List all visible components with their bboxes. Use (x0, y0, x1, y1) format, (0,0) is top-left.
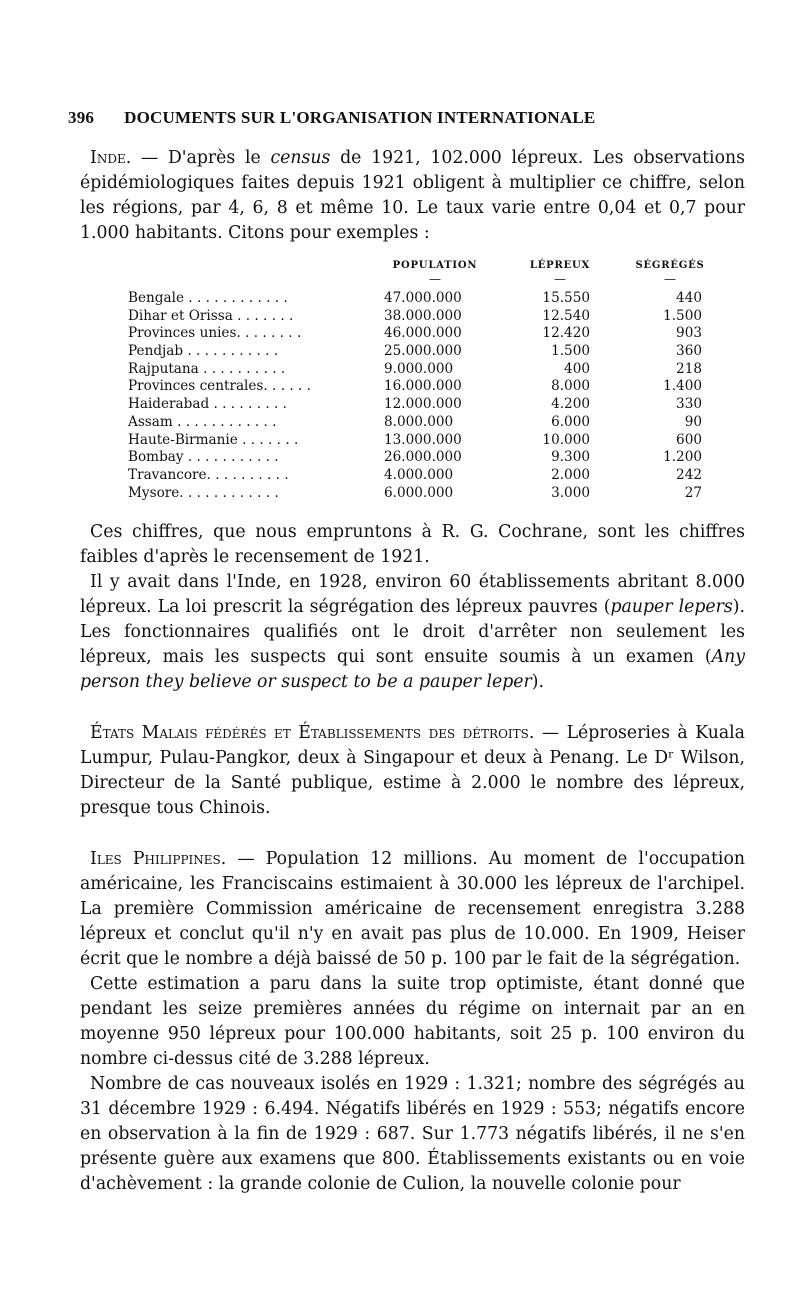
region-name: Dihar et Orissa . . . . . . . (128, 307, 294, 324)
malais-paragraph (80, 721, 745, 821)
pauper-lepers-term: pauper lepers (610, 597, 733, 617)
population-cell: 13.000.000 (384, 431, 462, 448)
etablissements-text-b: ). Les fonctionnaires qualifiés ont le droit d'arrêter non seulement les lépreux, mais les suspects qui sont ensuite soumis à un examen ( (80, 597, 745, 667)
table-row (128, 343, 728, 361)
malais-text: — Léproseries à Kuala Lumpur, Pulau-Pangkor, deux à Singapour et deux à Penang. Le Dʳ Wilson, Directeur de la Santé publique, estime à 2.000 le nombre des lépreux, presque tous Chinois. (80, 723, 745, 818)
page-number: 396 (68, 108, 95, 127)
segreges-cell: 1.200 (663, 449, 702, 466)
population-cell: 6.000.000 (384, 484, 454, 501)
column-dash-segreges: — (664, 272, 676, 286)
population-cell: 46.000.000 (384, 325, 462, 342)
inde-text-b: de 1921, 102.000 lépreux. Les observations épidémiologiques faites depuis 1921 obligent à multiplier ce chiffre, selon les régions, par 4, 6, 8 et même 10. Le taux varie entre 0,04 et 0,7 pour 1.000 habitants. Citons pour exemples : (80, 148, 745, 243)
column-dash-population: — (429, 272, 441, 286)
running-title: DOCUMENTS SUR L'ORGANISATION INTERNATIONALE (124, 108, 596, 127)
column-header-lepreux: LÉPREUX (529, 260, 591, 271)
segreges-cell: 903 (676, 325, 702, 342)
region-name: Provinces centrales. . . . . . (128, 378, 311, 395)
etablissements-text-a: Il y avait dans l'Inde, en 1928, environ 60 établissements abritant 8.000 lépreux. La loi prescrit la ségrégation des lépreux pauvres ( (80, 572, 745, 617)
lepreux-cell: 2.000 (551, 466, 590, 483)
cochrane-paragraph: Ces chiffres, que nous empruntons à R. G. Cochrane, sont les chiffres faibles d'après le recensement de 1921. (80, 522, 745, 567)
table-row (128, 485, 728, 503)
table-row (128, 378, 728, 396)
table-row (128, 467, 728, 485)
lepreux-cell: 9.300 (551, 449, 590, 466)
table-rows (128, 290, 728, 502)
table-row (128, 308, 728, 326)
column-header-population: POPULATION (392, 260, 478, 271)
segreges-cell: 218 (676, 360, 702, 377)
lepreux-cell: 6.000 (551, 413, 590, 430)
table-row (128, 449, 728, 467)
leprosy-table (80, 256, 745, 512)
table-row (128, 325, 728, 343)
philippines-paragraph-1 (80, 847, 745, 972)
population-cell: 25.000.000 (384, 343, 462, 360)
lepreux-cell: 4.200 (551, 396, 590, 413)
section-gap (80, 695, 745, 721)
segreges-cell: 600 (676, 431, 702, 448)
inde-text-a: — D'après le (131, 148, 271, 168)
column-header-segreges: SÉGRÉGÉS (635, 260, 705, 271)
lepreux-cell: 3.000 (551, 484, 590, 501)
population-cell: 12.000.000 (384, 396, 462, 413)
population-cell: 47.000.000 (384, 290, 462, 306)
etablissements-paragraph (80, 570, 745, 695)
table-row (128, 432, 728, 450)
page (68, 108, 745, 1197)
philippines-text-1: — Population 12 millions. Au moment de l'occupation américaine, les Franciscains estimaient à 30.000 les lépreux de l'archipel. La première Commission américaine de recensement enregistra 3.288 lépreux et conclut qu'il n'y en avait pas plus de 10.000. En 1909, Heiser écrit que le nombre a déjà baissé de 50 p. 100 par le fait de la ségrégation. (80, 849, 745, 969)
segreges-cell: 330 (676, 396, 702, 413)
segreges-cell: 242 (676, 466, 702, 483)
section-lead-malais: États Malais fédérés et Établissements des détroits. (90, 723, 535, 743)
table-row (128, 290, 728, 308)
segreges-cell: 440 (676, 290, 702, 306)
lepreux-cell: 12.540 (542, 307, 590, 324)
population-cell: 9.000.000 (384, 360, 454, 377)
lepreux-cell: 400 (564, 360, 590, 377)
segreges-cell: 27 (684, 484, 702, 501)
running-header (68, 108, 745, 128)
segreges-cell: 90 (684, 413, 702, 430)
region-name: Travancore. . . . . . . . . . (128, 466, 289, 483)
segreges-cell: 1.500 (663, 307, 702, 324)
region-name: Mysore. . . . . . . . . . . . (128, 484, 279, 501)
inde-paragraph (80, 146, 745, 246)
section-gap (80, 821, 745, 847)
lepreux-cell: 1.500 (551, 343, 590, 360)
lepreux-cell: 12.420 (542, 325, 590, 342)
column-dash-lepreux: — (554, 272, 566, 286)
region-name: Haute-Birmanie . . . . . . . (128, 431, 299, 448)
table-row (128, 414, 728, 432)
lepreux-cell: 10.000 (542, 431, 590, 448)
region-name: Haiderabad . . . . . . . . . (128, 396, 287, 413)
region-name: Provinces unies. . . . . . . . (128, 325, 302, 342)
lepreux-cell: 15.550 (542, 290, 590, 306)
section-lead-philippines: Iles Philippines. (90, 849, 227, 869)
population-cell: 38.000.000 (384, 307, 462, 324)
philippines-paragraph-2: Cette estimation a paru dans la suite trop optimiste, étant donné que pendant les seize premières années du régime on internait par an en moyenne 950 lépreux pour 100.000 habitants, soit 25 p. 100 environ du nombre ci-dessus cité de 3.288 lépreux. (80, 974, 745, 1069)
census-term: census (270, 148, 331, 168)
etablissements-text-c: ). (531, 672, 545, 692)
population-cell: 4.000.000 (384, 466, 454, 483)
lepreux-cell: 8.000 (551, 378, 590, 395)
segreges-cell: 1.400 (663, 378, 702, 395)
population-cell: 16.000.000 (384, 378, 462, 395)
segreges-cell: 360 (676, 343, 702, 360)
population-cell: 8.000.000 (384, 413, 454, 430)
table-row (128, 396, 728, 414)
table-row (128, 361, 728, 379)
population-cell: 26.000.000 (384, 449, 462, 466)
region-name: Assam . . . . . . . . . . . . (128, 413, 277, 430)
any-person-quote: Any person they believe or suspect to be a pauper leper (80, 647, 745, 692)
region-name: Bombay . . . . . . . . . . . (128, 449, 279, 466)
philippines-paragraph-3: Nombre de cas nouveaux isolés en 1929 : 1.321; nombre des ségrégés au 31 décembre 1929 : 6.494. Négatifs libérés en 1929 : 553; négatifs encore en observation à la fin de 1929 : 687. Sur 1.773 négatifs libérés, il ne s'en présente guère aux examens que 800. Établissements existants ou en voie d'achèvement : la grande colonie de Culion, la nouvelle colonie pour (80, 1074, 745, 1194)
region-name: Rajputana . . . . . . . . . . (128, 360, 286, 377)
region-name: Pendjab . . . . . . . . . . . (128, 343, 279, 360)
section-lead-inde: Inde. (90, 148, 132, 168)
region-name: Bengale . . . . . . . . . . . . (128, 290, 288, 306)
